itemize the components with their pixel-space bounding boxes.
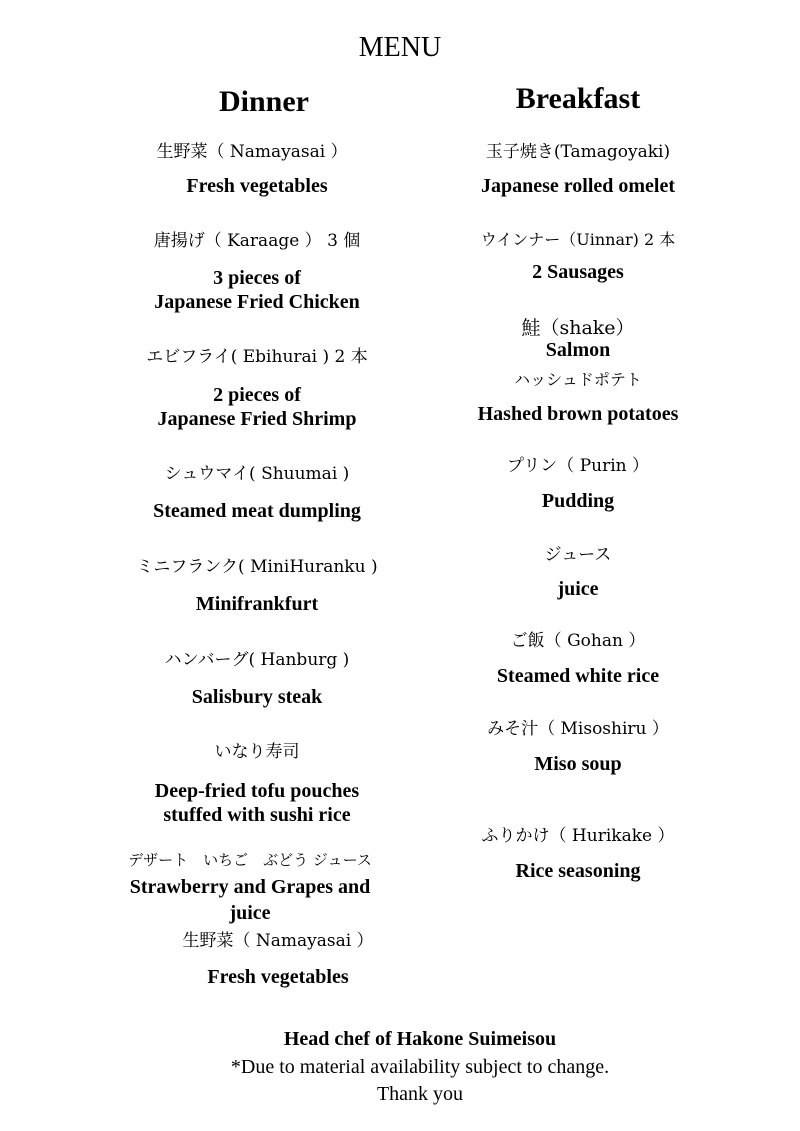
dinner-item-en: Salisbury steak <box>191 686 323 708</box>
dinner-item-en-line: Strawberry and Grapes and <box>129 876 371 898</box>
dinner-item-jp: エビフライ( Ebihurai ) 2 本 <box>146 347 368 367</box>
breakfast-item-en: Hashed brown potatoes <box>477 403 679 425</box>
breakfast-item-en: Salmon <box>545 339 611 361</box>
dinner-item-jp: シュウマイ( Shuumai ) <box>164 464 350 484</box>
breakfast-item-en: Japanese rolled omelet <box>480 175 676 197</box>
dinner-item-en-line: Japanese Fried Shrimp <box>157 408 357 430</box>
breakfast-heading: Breakfast <box>515 82 641 115</box>
breakfast-item-jp: ハッシュドポテト <box>514 370 642 389</box>
thank-you-note: Thank you <box>376 1083 464 1105</box>
breakfast-item-en: 2 Sausages <box>532 261 624 283</box>
dinner-item-jp: ハンバーグ( Hanburg ) <box>164 650 350 670</box>
breakfast-item-jp: みそ汁（ Misoshiru ） <box>487 719 669 739</box>
breakfast-item-en: Rice seasoning <box>515 860 641 882</box>
dinner-item-en: Fresh vegetables <box>207 966 349 988</box>
breakfast-item-en: juice <box>557 578 599 600</box>
breakfast-item-jp: ご飯（ Gohan ） <box>510 631 646 651</box>
availability-notice: *Due to material availability subject to change. <box>230 1056 610 1078</box>
dinner-item-jp: 生野菜（ Namayasai ） <box>156 142 348 162</box>
breakfast-item-jp: ジュース <box>544 545 612 565</box>
dinner-item-jp: 唐揚げ（ Karaage ） 3 個 <box>153 231 361 251</box>
dinner-item-en-line: Deep-fried tofu pouches <box>154 780 360 802</box>
breakfast-item-jp: ふりかけ（ Hurikake ） <box>481 826 675 846</box>
dinner-heading: Dinner <box>219 85 309 118</box>
dinner-item-en-line: 3 pieces of <box>213 267 301 289</box>
dinner-item-en: Minifrankfurt <box>195 593 319 615</box>
head-chef-credit: Head chef of Hakone Suimeisou <box>283 1028 557 1050</box>
dinner-item-en-line: 2 pieces of <box>213 384 301 406</box>
dinner-item-jp: いなり寿司 <box>214 742 300 762</box>
breakfast-item-jp: 鮭（shake） <box>521 317 635 339</box>
dinner-item-en-line: juice <box>229 902 271 924</box>
breakfast-item-en: Miso soup <box>534 753 622 775</box>
breakfast-item-jp: ウインナー（Uinnar) 2 本 <box>480 230 676 249</box>
dinner-item-en-line: Japanese Fried Chicken <box>154 291 360 313</box>
dinner-item-en-line: stuffed with sushi rice <box>163 804 351 826</box>
dinner-item-en: Steamed meat dumpling <box>153 500 361 522</box>
breakfast-item-en: Pudding <box>541 490 615 512</box>
breakfast-item-jp: プリン（ Purin ） <box>506 456 650 476</box>
dinner-item-jp: デザート いちご ぶどう ジュース <box>128 851 372 869</box>
dinner-item-en: Fresh vegetables <box>186 175 328 197</box>
dinner-item-jp: ミニフランク( MiniHuranku ) <box>136 557 378 577</box>
dinner-item-jp: 生野菜（ Namayasai ） <box>182 931 374 951</box>
breakfast-item-jp: 玉子焼き(Tamagoyaki) <box>485 142 671 162</box>
breakfast-item-en: Steamed white rice <box>496 665 660 687</box>
menu-title: MENU <box>358 32 442 63</box>
